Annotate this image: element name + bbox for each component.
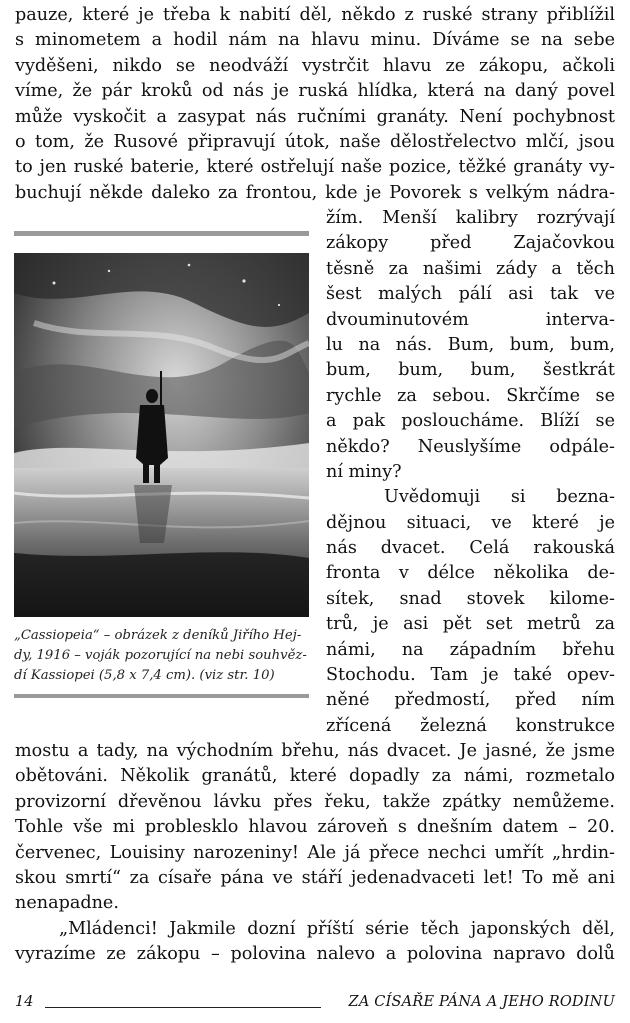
figure-caption xyxy=(14,626,309,686)
figure xyxy=(14,231,309,698)
text-line: někdo? Neuslyšíme odpále- xyxy=(326,436,615,457)
text-line: dvouminutovém interva- xyxy=(326,309,615,330)
text-line: provizorní dřevěnou lávku přes řeku, takže zpátky nemůžeme. xyxy=(15,791,615,812)
caption-line: dy, 1916 – voják pozorující na nebi souhvěz- xyxy=(14,648,307,663)
cassiopeia-illustration xyxy=(14,253,309,617)
text-line: o tom, že Rusové připravují útok, naše dělostřelectvo mlčí, jsou xyxy=(15,131,615,152)
text-line: Stochodu. Tam je také opev- xyxy=(326,665,615,686)
body-text-top xyxy=(15,3,615,206)
text-line: červenec, Louisiny narozeniny! Ale já přece nechci umřít „hrdin- xyxy=(15,842,615,863)
text-line: buchují někde daleko za frontou, kde je Povorek s velkým nádra- xyxy=(15,182,615,203)
text-line: víme, že pár kroků od nás je ruská hlídka, která na daný povel xyxy=(15,81,615,102)
text-line: „Mládenci! Jakmile dozní příští série těch japonských děl, xyxy=(59,918,615,939)
text-line: dějnou situaci, ve které je xyxy=(326,512,615,533)
page-number: 14 xyxy=(15,994,34,1010)
body-text-column xyxy=(326,206,615,739)
text-line: pauze, které je třeba k nabití děl, někdo z ruské strany přiblížil xyxy=(15,5,615,25)
illustration-drawing xyxy=(14,253,309,617)
text-line: skou smrtí“ za císaře pána ve stáří jedenadvaceti let! To mě ani xyxy=(15,867,615,888)
text-line: sítek, snad stovek kilome- xyxy=(326,588,615,609)
page-footer xyxy=(15,994,615,1016)
text-line: šest malých pálí asi tak ve xyxy=(326,284,615,305)
text-line: zřícená železná konstrukce xyxy=(326,715,615,736)
text-line: zákopy před Zajačovkou xyxy=(326,233,615,254)
text-line: vyrazíme ze zákopu – polovina nalevo a polovina napravo dolů xyxy=(15,944,615,965)
text-line: něné předmostí, před ním xyxy=(326,690,615,711)
footer-rule xyxy=(45,1007,321,1008)
text-line: námi, na západním břehu xyxy=(326,639,615,660)
figure-bottom-rule xyxy=(14,694,309,698)
text-line: nenapadne. xyxy=(15,893,119,914)
text-line: obětováni. Několik granátů, které dopadly za námi, rozmetalo xyxy=(15,766,615,787)
text-line: s minometem a hodil nám na hlavu minu. Díváme se na sebe xyxy=(15,30,615,51)
text-line: bum, bum, bum, šestkrát xyxy=(326,360,615,381)
text-line: trů, je asi pět set metrů za xyxy=(326,614,615,635)
text-line: nás dvacet. Celá rakouská xyxy=(326,538,615,559)
text-line: žím. Menší kalibry rozrývají xyxy=(326,208,615,228)
text-line: mostu a tady, na východním břehu, nás dvacet. Je jasné, že jsme xyxy=(15,741,615,761)
caption-line: dí Kassiopei (5,8 x 7,4 cm). (viz str. 10) xyxy=(14,668,275,683)
caption-line: „Cassiopeia“ – obrázek z deníků Jiřího Hej- xyxy=(14,628,302,643)
text-line: vyděšeni, nikdo se neodváží vystrčit hlavu ze zákopu, ačkoli xyxy=(15,55,615,76)
text-line: rychle za sebou. Skrčíme se xyxy=(326,385,615,406)
text-line: Uvědomuji si bezna- xyxy=(384,487,615,508)
text-line: a pak posloucháme. Blíží se xyxy=(326,411,615,432)
text-line: to jen ruské baterie, které ostřelují naše pozice, těžké granáty vy- xyxy=(15,157,615,178)
text-line: může vyskočit a zasypat nás ručními granáty. Není pochybnost xyxy=(15,106,615,127)
text-line: fronta v délce několika de- xyxy=(326,563,615,584)
text-line: ní miny? xyxy=(326,461,402,482)
running-title: ZA CÍSAŘE PÁNA A JEHO RODINU xyxy=(348,994,615,1010)
text-line: těsně za našimi zády a těch xyxy=(326,258,615,279)
text-line: lu na nás. Bum, bum, bum, xyxy=(326,334,615,355)
body-text-bottom xyxy=(15,739,615,968)
text-line: Tohle vše mi problesklo hlavou zároveň s dnešním datem – 20. xyxy=(15,817,615,838)
figure-top-rule xyxy=(14,231,309,236)
